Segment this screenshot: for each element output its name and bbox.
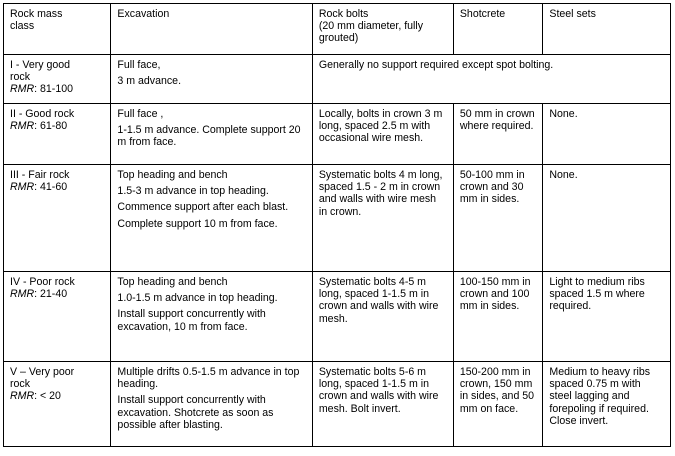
rmr-value: RMR: 81-100: [10, 83, 74, 96]
class-label: IV - Poor rock: [10, 276, 75, 288]
header-text: Excavation: [117, 8, 170, 20]
class-label: II - Good rock: [10, 108, 75, 120]
class-label: rock: [10, 71, 31, 84]
steel-sets-text: None.: [549, 108, 578, 120]
excavation-cell: [111, 272, 312, 362]
table-row: [4, 272, 671, 362]
class-label: III - Fair rock: [10, 169, 70, 181]
header-text: class: [10, 20, 35, 33]
shotcrete-cell: [453, 362, 543, 447]
rock-class-cell: [4, 104, 111, 165]
rock-bolts-cell: [312, 362, 453, 447]
excavation-text: Full face,: [117, 59, 161, 71]
shotcrete-text: 150-200 mm in crown, 150 mm in sides, and 50 mm on face.: [459, 366, 535, 415]
rock-bolts-text: Locally, bolts in crown 3 m long, spaced 2.5 m with occasional wire mesh.: [318, 108, 443, 145]
header-row: [4, 4, 671, 55]
table-row: [4, 165, 671, 272]
header-text: Shotcrete: [459, 8, 506, 20]
rmr-value: RMR: < 20: [10, 390, 61, 403]
excavation-text: Install support concurrently with excavation, 10 m from face.: [117, 308, 266, 333]
support-note-cell: [312, 55, 670, 104]
steel-sets-cell: [543, 272, 671, 362]
rmr-value: RMR: 41-60: [10, 181, 68, 194]
excavation-cell: [111, 362, 312, 447]
class-label: rock: [10, 378, 31, 391]
header-text: Rock mass: [10, 8, 63, 20]
header-text: Steel sets: [549, 8, 596, 20]
shotcrete-cell: [453, 165, 543, 272]
excavation-text: Multiple drifts 0.5-1.5 m advance in top heading.: [117, 366, 300, 391]
excavation-text: Full face ,: [117, 108, 164, 120]
rock-class-cell: [4, 55, 111, 104]
table-row: [4, 55, 671, 104]
shotcrete-cell: [453, 272, 543, 362]
rock-bolts-text: Systematic bolts 4-5 m long, spaced 1-1.5 m in crown and walls with wire mesh.: [318, 276, 439, 325]
rock-bolts-text: Systematic bolts 4 m long, spaced 1.5 - 2 m in crown and walls with wire mesh in crown.: [318, 169, 443, 218]
header-text: Rock bolts: [318, 8, 369, 20]
excavation-text: Complete support 10 m from face.: [117, 217, 278, 230]
excavation-text: Install support concurrently with excavation. Shotcrete as soon as possible after blasting.: [117, 394, 274, 431]
shotcrete-text: 50 mm in crown where required.: [459, 108, 535, 133]
steel-sets-text: None.: [549, 169, 578, 181]
support-note: Generally no support required except spot bolting.: [318, 59, 554, 71]
rmr-value: RMR: 61-80: [10, 120, 68, 133]
rock-bolts-cell: [312, 165, 453, 272]
rock-class-cell: [4, 165, 111, 272]
header-shotcrete: [453, 4, 543, 55]
table-row: [4, 104, 671, 165]
excavation-cell: [111, 165, 312, 272]
shotcrete-cell: [453, 104, 543, 165]
table-row: [4, 362, 671, 447]
excavation-text: Top heading and bench: [117, 169, 228, 181]
excavation-text: 3 m advance.: [117, 75, 182, 88]
header-steel-sets: [543, 4, 671, 55]
steel-sets-cell: [543, 104, 671, 165]
excavation-text: 1.0-1.5 m advance in top heading.: [117, 292, 278, 305]
excavation-text: 1-1.5 m advance. Complete support 20 m from face.: [117, 124, 301, 149]
excavation-text: Commence support after each blast.: [117, 201, 289, 214]
excavation-text: Top heading and bench: [117, 276, 228, 288]
steel-sets-text: Medium to heavy ribs spaced 0.75 m with steel lagging and forepoling if required. Close invert.: [549, 366, 651, 427]
shotcrete-text: 50-100 mm in crown and 30 mm in sides.: [459, 169, 525, 206]
rock-class-cell: [4, 362, 111, 447]
header-rock-mass-class: [4, 4, 111, 55]
rock-bolts-cell: [312, 104, 453, 165]
excavation-cell: [111, 104, 312, 165]
excavation-cell: [111, 55, 312, 104]
rmr-value: RMR: 21-40: [10, 288, 68, 301]
class-label: V – Very poor: [10, 366, 75, 378]
header-text: (20 mm diameter, fully: [318, 20, 424, 33]
steel-sets-cell: [543, 165, 671, 272]
shotcrete-text: 100-150 mm in crown and 100 mm in sides.: [459, 276, 531, 313]
rock-bolts-text: Systematic bolts 5-6 m long, spaced 1-1.5 m in crown and walls with wire mesh. Bolt invert.: [318, 366, 439, 415]
steel-sets-text: Light to medium ribs spaced 1.5 m where required.: [549, 276, 645, 313]
rock-bolts-cell: [312, 272, 453, 362]
header-text: grouted): [318, 32, 359, 45]
class-label: I - Very good: [10, 59, 71, 71]
header-excavation: [111, 4, 312, 55]
excavation-text: 1.5-3 m advance in top heading.: [117, 185, 269, 198]
rock-mass-support-table: [3, 3, 671, 447]
steel-sets-cell: [543, 362, 671, 447]
rock-class-cell: [4, 272, 111, 362]
header-rock-bolts: [312, 4, 453, 55]
